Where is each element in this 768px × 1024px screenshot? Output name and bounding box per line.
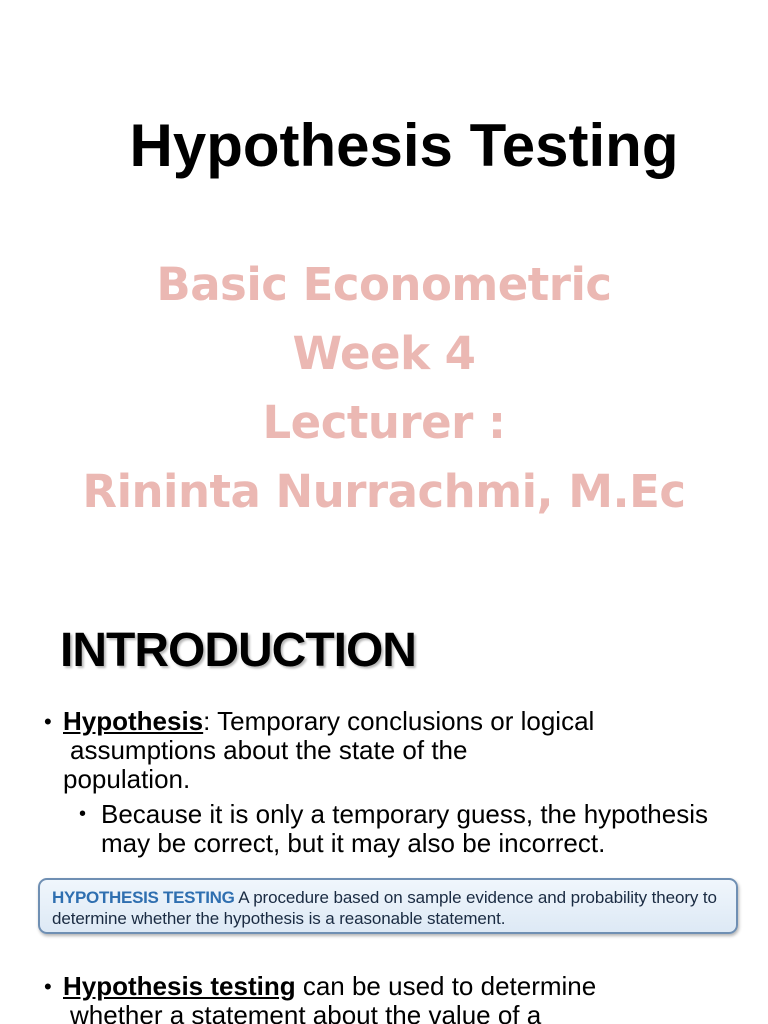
sub-bullet-text: Because it is only a temporary guess, the hypothesis may be correct, but it may also be incorrect. bbox=[101, 799, 708, 858]
bullet-hypothesis-line-3: population. bbox=[63, 764, 191, 794]
sub-bullet-dot-icon: • bbox=[79, 803, 87, 825]
term-hypothesis-testing: Hypothesis testing bbox=[63, 971, 296, 1001]
bullet-hypothesis-text: : Temporary conclusions or logical bbox=[203, 706, 595, 736]
subtitle-lecturer-name: Rininta Nurrachmi, M.Ec bbox=[82, 465, 686, 518]
callout-definition: A procedure based on sample evidence and probability theory to determine whether the hypothesis is a reasonable statement. bbox=[52, 888, 717, 928]
subtitle-course: Basic Econometric bbox=[156, 258, 612, 311]
bullet-dot-icon: • bbox=[44, 974, 52, 999]
bullet-hypothesis-line-1 bbox=[63, 707, 594, 736]
subtitle-week: Week 4 bbox=[292, 327, 476, 380]
slide-subtitle bbox=[0, 250, 768, 526]
slide-title: Hypothesis Testing bbox=[129, 112, 679, 179]
bullet-hypothesis-line-2: assumptions about the state of the bbox=[70, 735, 468, 765]
bullet-dot-icon: • bbox=[44, 709, 52, 734]
term-hypothesis: Hypothesis bbox=[63, 706, 204, 736]
callout-term: HYPOTHESIS TESTING bbox=[52, 888, 235, 907]
subtitle-lecturer-label: Lecturer : bbox=[262, 396, 506, 449]
introduction-slide bbox=[0, 590, 768, 1024]
definition-callout bbox=[38, 878, 738, 934]
bullet-hypothesis-testing-text: can be used to determine bbox=[295, 971, 597, 1001]
section-heading: INTRODUCTION bbox=[60, 624, 416, 677]
bullet-hypothesis-testing-line-1 bbox=[63, 972, 596, 1001]
bullet-hypothesis-testing-line-2: whether a statement about the value of a bbox=[70, 1000, 542, 1024]
